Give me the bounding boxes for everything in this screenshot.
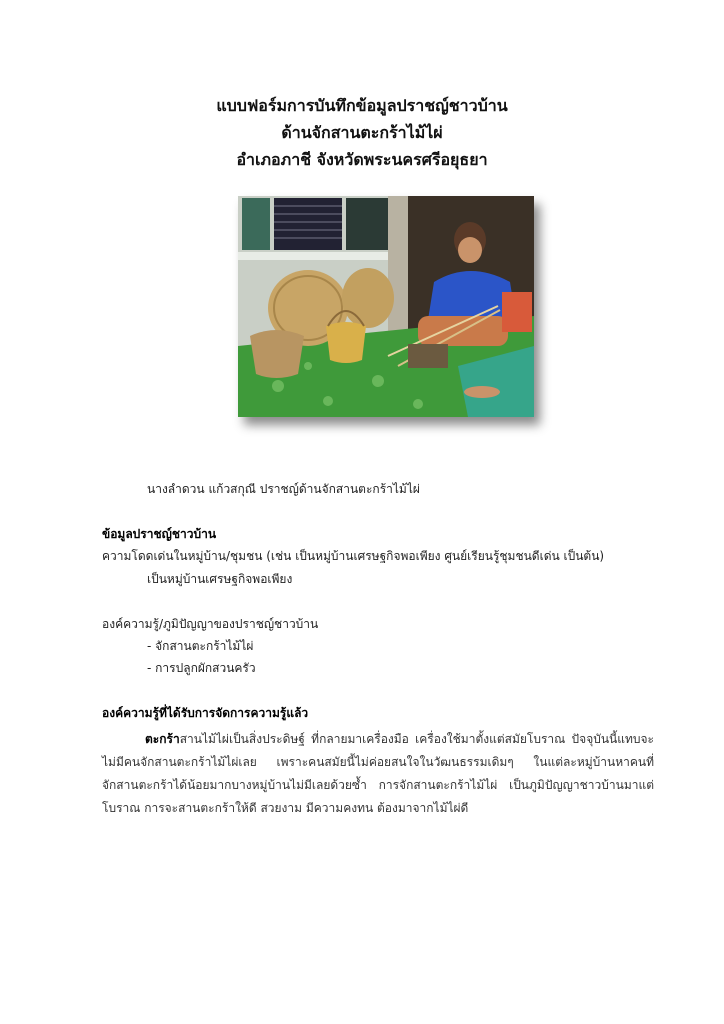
knowledge-item: - การปลูกผักสวนครัว: [147, 661, 256, 675]
highlight-label: ความโดดเด่นในหมู่บ้าน/ชุมชน (เช่น เป็นหมู่บ้านเศรษฐกิจพอเพียง ศูนย์เรียนรู้ชุมชนดีเด่น เป็นต้น): [102, 549, 605, 563]
title-line-3: อำเภอภาชี จังหวัดพระนครศรีอยุธยา: [236, 150, 488, 169]
photo-illustration: [238, 196, 534, 417]
photo-caption: นางลำดวน แก้วสกุณี ปราชญ์ด้านจักสานตะกร้าไม้ไผ่: [147, 482, 420, 496]
document-title: [0, 92, 724, 173]
managed-heading: องค์ความรู้ที่ได้รับการจัดการความรู้แล้ว: [102, 706, 309, 720]
paragraph-body: สานไม้ไผ่เป็นสิ่งประดิษฐ์ ที่กลายมาเครื่องมือ เครื่องใช้มาตั้งแต่สมัยโบราณ ปัจจุบันนี้แทบจะไม่มีคนจักสานตะกร้าไม้ไผ่เลย เพราะคนสมัยนี้ไม่ค่อยสนใจในวัฒนธรรมเดิมๆ ในแต่ละหมู่บ้านหาคนที่จักสานตะกร้าได้น้อยมากบางหมู่บ้านไม่มีเลยด้วยซ้ำ การจักสานตะกร้าไม้ไผ่ เป็นภูมิปัญญาชาวบ้านมาแต่โบราณ การจะสานตะกร้าให้ดี สวยงาม มีความคงทน ต้องมาจากไม้ไผ่ดี: [102, 732, 654, 815]
info-heading: ข้อมูลปราชญ์ชาวบ้าน: [102, 527, 217, 541]
knowledge-item: - จักสานตะกร้าไม้ไผ่: [147, 639, 254, 653]
knowledge-label: องค์ความรู้/ภูมิปัญญาของปราชญ์ชาวบ้าน: [102, 617, 319, 631]
paragraph-lead: ตะกร้า: [145, 732, 180, 746]
title-line-1: แบบฟอร์มการบันทึกข้อมูลปราชญ์ชาวบ้าน: [216, 96, 508, 115]
highlight-value: เป็นหมู่บ้านเศรษฐกิจพอเพียง: [147, 572, 293, 586]
artisan-photo: [238, 196, 534, 417]
title-line-2: ด้านจักสานตะกร้าไม้ไผ่: [281, 123, 443, 142]
knowledge-paragraph: [102, 728, 654, 820]
